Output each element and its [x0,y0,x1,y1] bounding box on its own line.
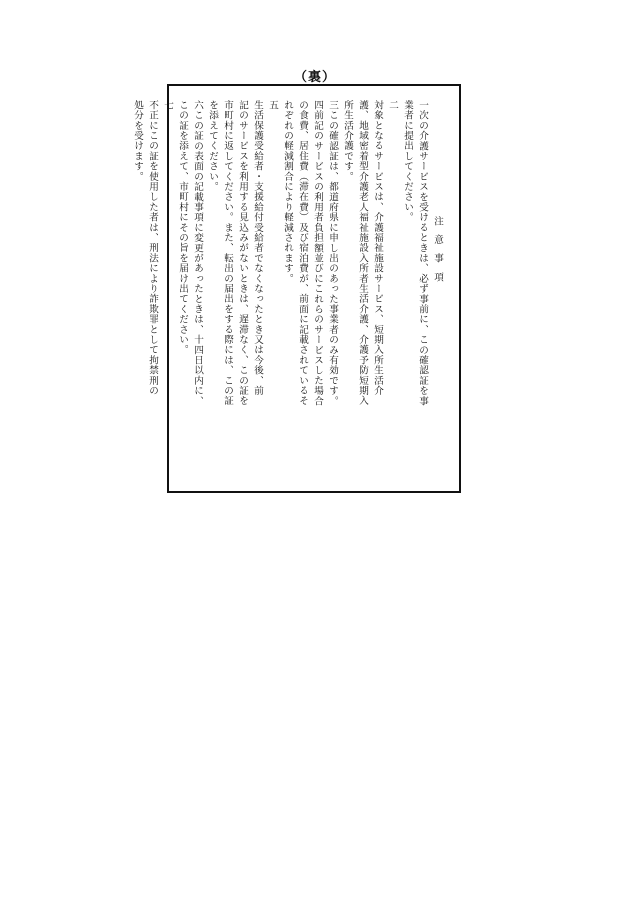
notice-item-4 [310,100,325,475]
item-line: 生活保護受給者・支援給付受給者でなくなったとき又は今後、前 [252,100,263,396]
item-line: 処分を受けます。 [132,100,143,182]
notice-item-2-continued [340,100,355,475]
notice-item-4-continued [295,100,310,475]
item-line: 次の介護サービスを受けるときは、必ず事前に、この確認証を事 [417,110,428,407]
item-number: 七 [162,100,173,111]
item-line: この確認証は、都道府県に申し出のあった事業者のみ有効です。 [327,110,338,407]
item-number: 三 [327,100,338,111]
notice-item-4-continued [280,100,295,475]
notice-heading: 注 意 事 項 [432,216,443,285]
item-number: 二 [387,100,398,111]
notice-item-7-continued [145,100,160,475]
item-line: 市町村に返してください。また、転出の届出をする際には、この証 [222,100,233,406]
notice-item-5-continued [205,100,220,475]
item-line: 業者に提出してください。 [402,100,413,223]
notice-item-5-continued [250,100,265,475]
item-line: 不正にこの証を使用した者は、刑法により詐欺罪として拘禁刑の [147,100,158,396]
notice-item-2-continued [355,100,370,475]
notice-text [130,100,445,475]
notice-item-6 [190,100,205,475]
item-line: 記のサービスを利用する見込みがないときは、遅滞なく、この証を [237,100,248,406]
item-number: 五 [267,100,278,111]
item-line: 対象となるサービスは、介護福祉施設サービス、短期入所生活介 [372,100,383,396]
notice-item-5 [265,100,280,475]
item-line: この証の表面の記載事項に変更があったときは、十四日以内に、 [192,110,203,407]
notice-item-7 [160,100,175,475]
notice-box [132,84,461,493]
item-number: 六 [192,100,203,111]
item-line: の食費、居住費（滞在費）及び宿泊費が、前面に記載されているそ [297,100,308,406]
item-number: 一 [417,100,428,111]
item-line: 所生活介護です。 [342,100,353,182]
notice-item-5-continued [220,100,235,475]
notice-item-5-continued [235,100,250,475]
item-line: を添えてください。 [207,100,218,192]
item-line: 前記のサービスの利用者負担額並びにこれらのサービスした場合 [312,110,323,407]
notice-item-6-continued [175,100,190,475]
notice-item-7-continued [130,100,145,475]
notice-item-1-continued [400,100,415,475]
item-line: この証を添えて、市町村にその旨を届け出てください。 [177,100,188,355]
notice-item-3 [325,100,340,475]
item-line: 護、地域密着型介護老人福祉施設入所者生活介護、介護予防短期入 [357,100,368,406]
page-title: （裏） [293,70,336,85]
notice-item-1 [415,100,430,475]
notice-item-2 [385,100,400,475]
item-line: れぞれの軽減割合により軽減されます。 [282,100,293,284]
notice-item-2-continued [370,100,385,475]
item-number: 四 [312,100,323,111]
